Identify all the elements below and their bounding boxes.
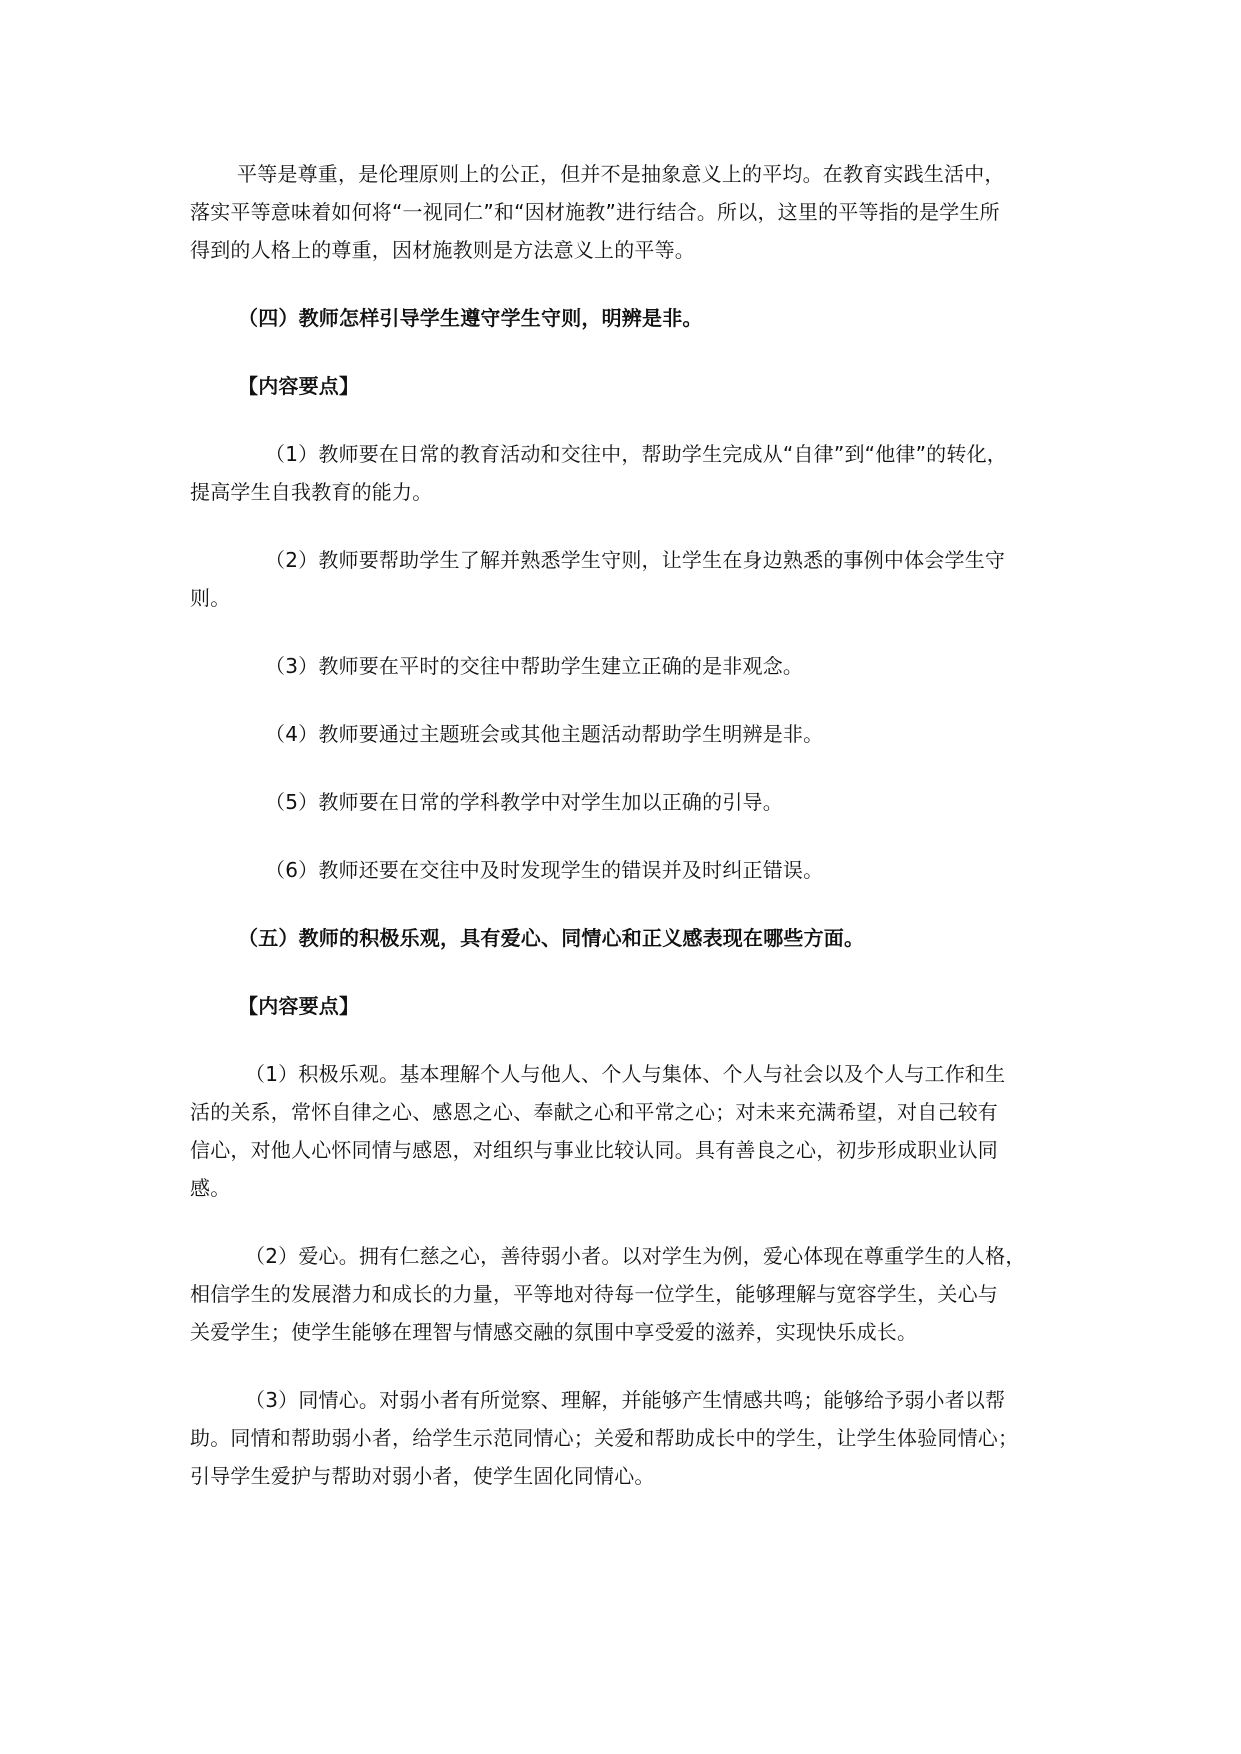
- section4-item1-line2: 提高学生自我教育的能力。: [190, 480, 433, 504]
- intro-line-3: 得到的人格上的尊重，因材施教则是方法意义上的平等。: [190, 238, 695, 262]
- section4-heading: （四）教师怎样引导学生遵守学生守则，明辨是非。: [238, 306, 703, 330]
- section4-item5: （5）教师要在日常的学科教学中对学生加以正确的引导。: [265, 790, 783, 814]
- section5-item1-line4: 感。: [190, 1176, 231, 1200]
- section4-item4: （4）教师要通过主题班会或其他主题活动帮助学生明辨是非。: [265, 722, 824, 746]
- section5-heading: （五）教师的积极乐观，具有爱心、同情心和正义感表现在哪些方面。: [238, 926, 865, 950]
- section4-item2-line2: 则。: [190, 586, 231, 610]
- section4-item3: （3）教师要在平时的交往中帮助学生建立正确的是非观念。: [265, 654, 804, 678]
- section5-item3-line3: 引导学生爱护与帮助对弱小者，使学生固化同情心。: [190, 1464, 655, 1488]
- section5-item2-line1: （2）爱心。拥有仁慈之心，善待弱小者。以对学生为例，爱心体现在尊重学生的人格，: [245, 1244, 1026, 1268]
- section5-key-points-label: 【内容要点】: [238, 994, 360, 1018]
- section4-item1-line1: （1）教师要在日常的教育活动和交往中，帮助学生完成从“自律”到“他律”的转化，: [265, 442, 1007, 466]
- section4-item6: （6）教师还要在交往中及时发现学生的错误并及时纠正错误。: [265, 858, 824, 882]
- section5-item3-line2: 助。同情和帮助弱小者，给学生示范同情心；关爱和帮助成长中的学生，让学生体验同情心；: [190, 1426, 1019, 1450]
- section5-item3-line1: （3）同情心。对弱小者有所觉察、理解，并能够产生情感共鸣；能够给予弱小者以帮: [245, 1388, 1006, 1412]
- section5-item1-line3: 信心，对他人心怀同情与感恩，对组织与事业比较认同。具有善良之心，初步形成职业认同: [190, 1138, 998, 1162]
- section4-item2-line1: （2）教师要帮助学生了解并熟悉学生守则，让学生在身边熟悉的事例中体会学生守: [265, 548, 1006, 572]
- section5-item2-line3: 关爱学生；使学生能够在理智与情感交融的氛围中享受爱的滋养，实现快乐成长。: [190, 1320, 918, 1344]
- section4-key-points-label: 【内容要点】: [238, 374, 360, 398]
- intro-line-2: 落实平等意味着如何将“一视同仁”和“因材施教”进行结合。所以，这里的平等指的是学生所: [190, 200, 1000, 224]
- section5-item2-line2: 相信学生的发展潜力和成长的力量，平等地对待每一位学生，能够理解与宽容学生，关心与: [190, 1282, 998, 1306]
- section5-item1-line1: （1）积极乐观。基本理解个人与他人、个人与集体、个人与社会以及个人与工作和生: [245, 1062, 1006, 1086]
- section5-item1-line2: 活的关系，常怀自律之心、感恩之心、奉献之心和平常之心；对未来充满希望，对自己较有: [190, 1100, 998, 1124]
- intro-line-1: 平等是尊重，是伦理原则上的公正，但并不是抽象意义上的平均。在教育实践生活中，: [237, 162, 1005, 186]
